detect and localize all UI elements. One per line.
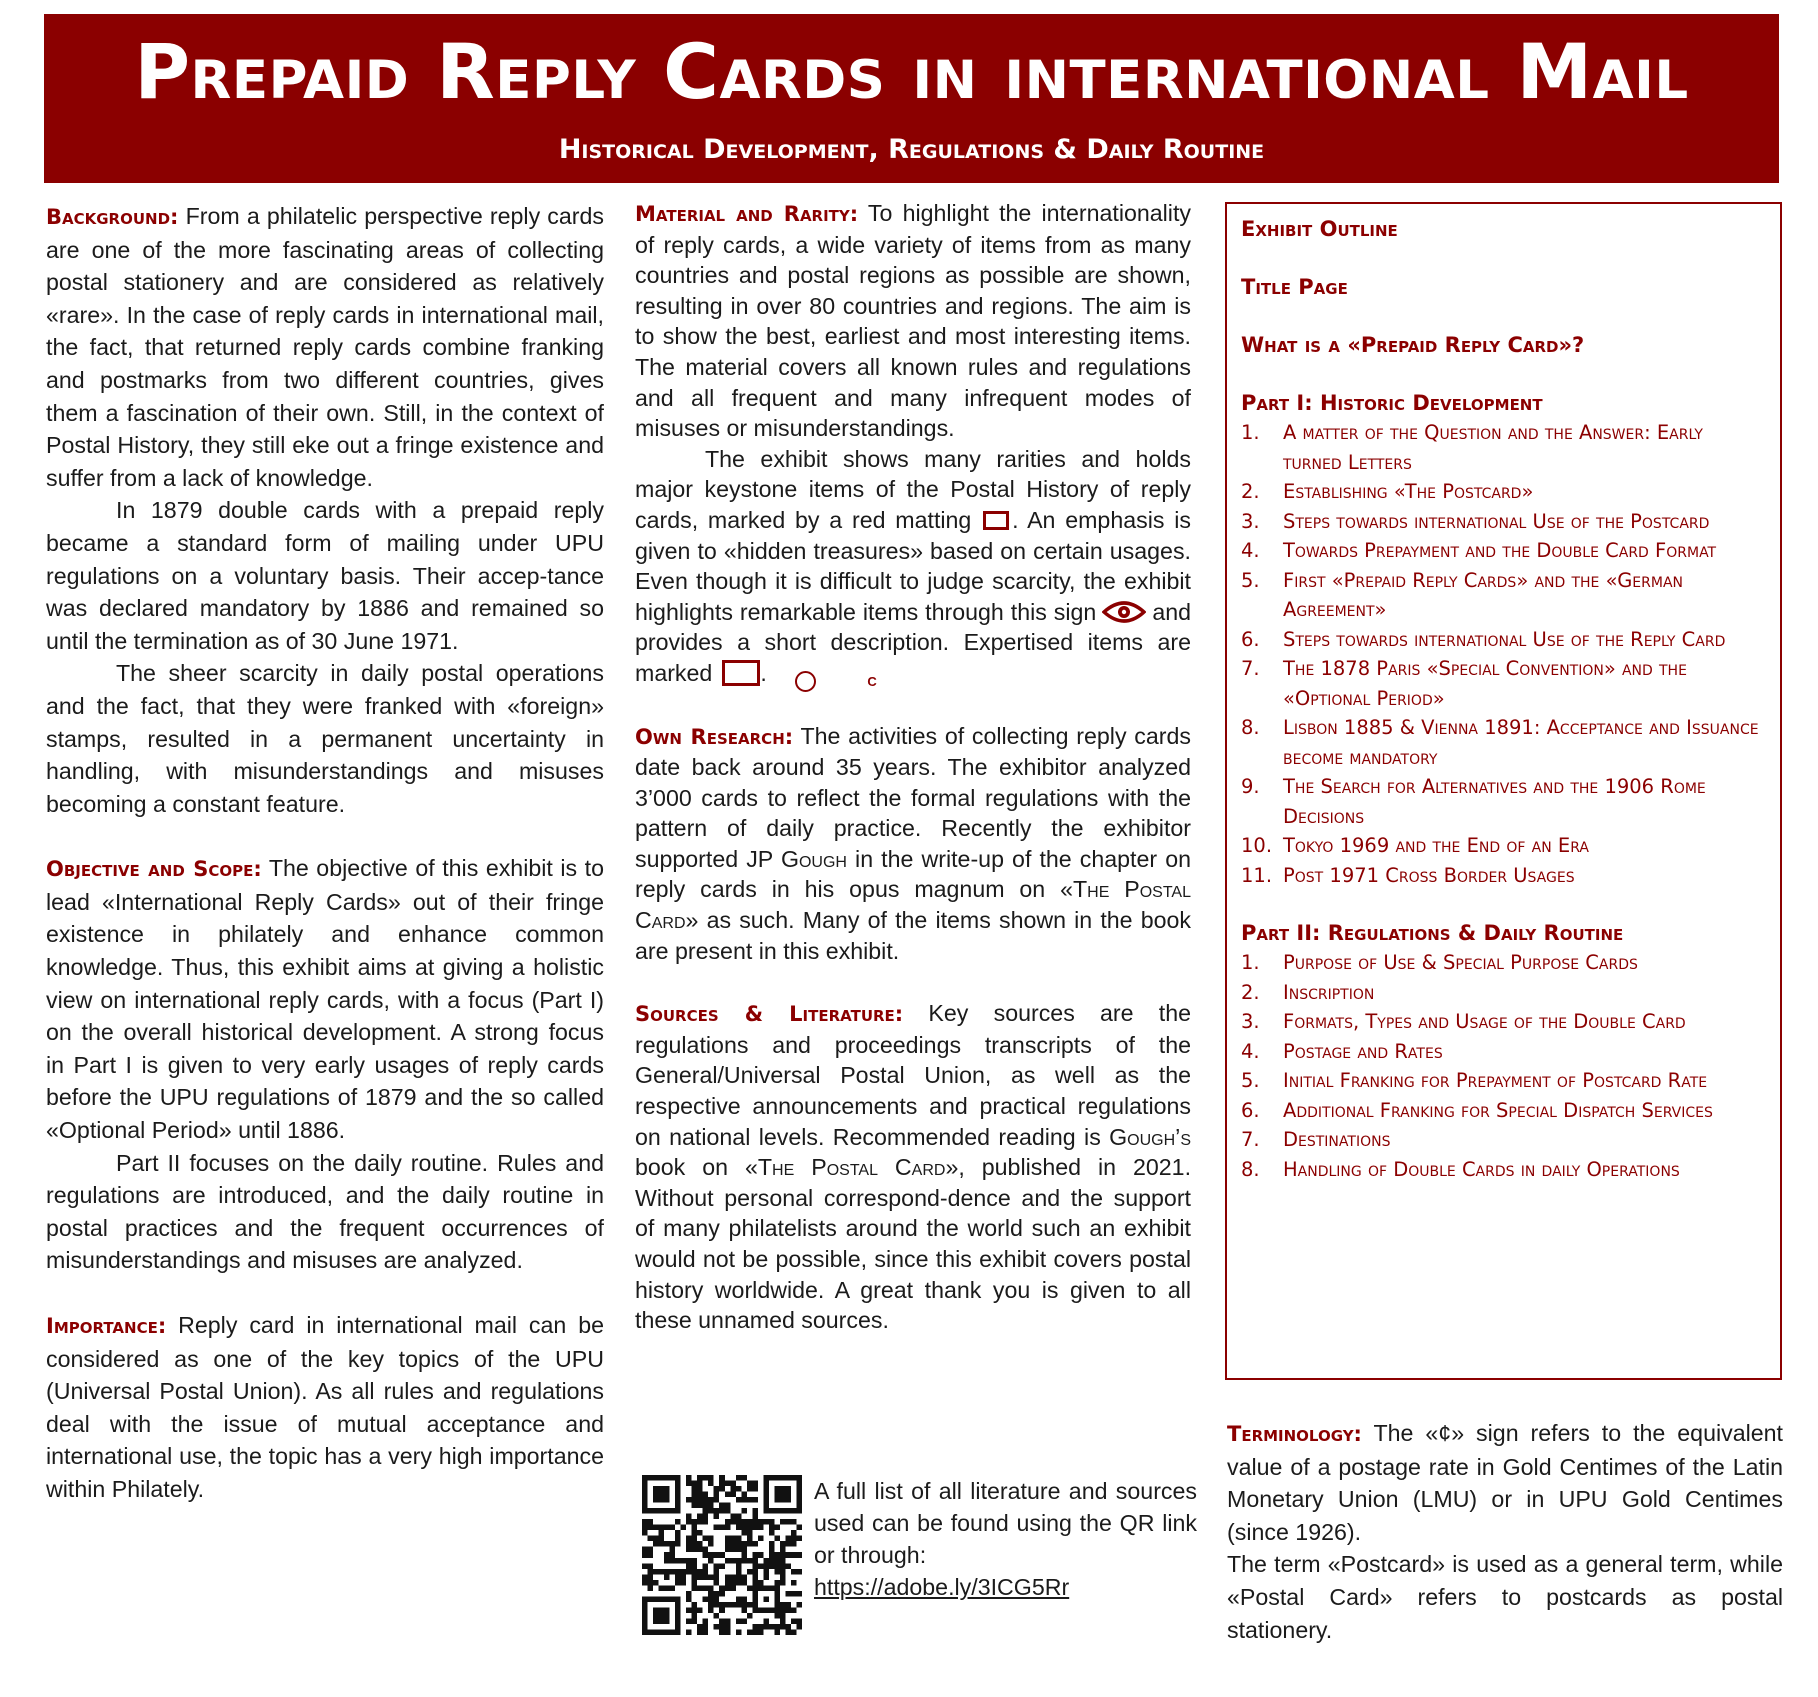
outline-item-number: 3. bbox=[1241, 1010, 1260, 1033]
exhibit-outline-box bbox=[1225, 202, 1782, 1380]
sources-text-c: », published in 2021. Without personal correspond-dence and the support of many philatelists around the world such an exhibit would not be possible, since this exhibit covers postal history worldwide. A great thank you is given to all these unnamed sources. bbox=[635, 1154, 1192, 1334]
outline-item-label: Towards Prepayment and the Double Card Format bbox=[1283, 539, 1717, 562]
title-banner bbox=[44, 14, 1779, 183]
outline-item bbox=[1241, 948, 1766, 978]
terminology-heading: Terminology: bbox=[1227, 1422, 1362, 1446]
outline-item-label: A matter of the Question and the Answer: Early turned Letters bbox=[1283, 421, 1703, 474]
terminology-section bbox=[1227, 1417, 1783, 1646]
page-subtitle: Historical Development, Regulations & Daily Routine bbox=[558, 134, 1265, 165]
outline-item bbox=[1241, 1125, 1766, 1155]
outline-item-label: First «Prepaid Reply Cards» and the «German Agreement» bbox=[1283, 568, 1684, 621]
outline-item-label: Lisbon 1885 & Vienna 1891: Acceptance and Issuance become mandatory bbox=[1283, 716, 1759, 769]
outline-item bbox=[1241, 1037, 1766, 1067]
research-text-c: » as such. Many of the items shown in the book are present in this exhibit. bbox=[635, 907, 1191, 964]
outline-item-label: Inscription bbox=[1283, 980, 1375, 1004]
outline-item-number: 6. bbox=[1241, 627, 1260, 651]
material-paragraph bbox=[635, 198, 1191, 444]
outline-item-number: 7. bbox=[1241, 1128, 1260, 1151]
outline-item-number: 10. bbox=[1241, 834, 1273, 857]
outline-item-label: Formats, Types and Usage of the Double Card bbox=[1283, 1010, 1686, 1033]
outline-part1-heading: Part I: Historic Development bbox=[1241, 391, 1543, 415]
sources-book: The Postal Card bbox=[757, 1154, 946, 1181]
sources-gough: Gough’s bbox=[1109, 1123, 1191, 1150]
material-text-2c: and provides a short description. Expertised items are marked bbox=[635, 598, 1191, 686]
red-matting-icon bbox=[983, 511, 1009, 530]
background-text-3: The sheer scarcity in daily postal operations and the fact, that they were franked with «foreign» stamps, resulted in a permanent uncertainty in handling, with misunderstandings and misuses becoming a constant feature. bbox=[46, 660, 604, 817]
material-text-2a: The exhibit shows many rarities and holds major keystone items of the Postal History of reply cards, marked by a red matting bbox=[635, 445, 1191, 533]
outline-item bbox=[1241, 566, 1766, 625]
outline-item-number: 6. bbox=[1241, 1098, 1260, 1122]
outline-item-label: Post 1971 Cross Border Usages bbox=[1283, 863, 1575, 887]
qr-description bbox=[814, 1475, 1197, 1603]
outline-item-number: 8. bbox=[1241, 1157, 1260, 1181]
eye-icon bbox=[1102, 600, 1146, 624]
outline-item bbox=[1241, 978, 1766, 1008]
left-column bbox=[46, 200, 604, 1506]
background-text-2: In 1879 double cards with a prepaid reply became a standard form of mailing under UPU regulations on a voluntary basis. Their accep-tance was declared mandatory by 1886 and remained so until the termination as of 30 June 1971. bbox=[46, 497, 604, 654]
outline-item-label: Steps towards international Use of the Postcard bbox=[1283, 509, 1710, 533]
outline-item bbox=[1241, 1066, 1766, 1096]
outline-item-number: 11. bbox=[1241, 863, 1273, 887]
research-paragraph bbox=[635, 721, 1191, 967]
outline-item bbox=[1241, 536, 1766, 566]
outline-item-label: The Search for Alternatives and the 1906 Rome Decisions bbox=[1283, 775, 1706, 828]
material-text-2d: . bbox=[760, 659, 767, 686]
terminology-text-1: The «¢» sign refers to the equivalent value of a postage rate in Gold Centimes of the Latin Monetary Union (LMU) or in UPU Gold Centimes (since 1926). bbox=[1227, 1420, 1783, 1545]
sources-heading: Sources & Literature: bbox=[635, 1002, 904, 1027]
outline-item-label: The 1878 Paris «Special Convention» and the «Optional Period» bbox=[1283, 657, 1687, 710]
outline-item bbox=[1241, 1007, 1766, 1037]
outline-item-number: 2. bbox=[1241, 480, 1260, 503]
terminology-paragraph bbox=[1227, 1417, 1783, 1548]
outline-item-number: 7. bbox=[1241, 657, 1260, 680]
outline-item-number: 1. bbox=[1241, 951, 1260, 974]
outline-item bbox=[1241, 861, 1766, 891]
outline-item-number: 4. bbox=[1241, 539, 1260, 562]
background-text-1: From a philatelic perspective reply cards are one of the more fascinating areas of collecting postal stationery and are considered as relatively «rare». In the case of reply cards in international mail, the fact, that returned reply cards combine franking and postmarks from two different countries, gives them a fascination of their own. Still, in the context of Postal History, they still eke out a fringe existence and suffer from a lack of knowledge. bbox=[46, 203, 604, 491]
outline-item-number: 8. bbox=[1241, 716, 1260, 739]
outline-heading: Exhibit Outline bbox=[1241, 217, 1398, 241]
material-heading: Material and Rarity: bbox=[635, 202, 859, 226]
research-book: The Postal Card bbox=[635, 876, 1191, 934]
outline-item bbox=[1241, 654, 1766, 713]
sources-paragraph bbox=[635, 998, 1191, 1336]
outline-item bbox=[1241, 507, 1766, 537]
material-text-2b: . An emphasis is given to «hidden treasures» based on certain usages. Even though it is difficult to judge scarcity, the exhibit highlights remarkable items through this sign bbox=[635, 506, 1191, 625]
page-title: Prepaid Reply Cards in international Mail bbox=[134, 27, 1689, 116]
literature-link[interactable]: https://adobe.ly/3ICG5Rr bbox=[814, 1574, 1070, 1600]
importance-text: Reply card in international mail can be considered as one of the key topics of the UPU (Universal Postal Union). As all rules and regulations deal with the issue of mutual acceptance and international use, the topic has a very high importance within Philately. bbox=[46, 1312, 604, 1502]
outline-part1-list bbox=[1241, 418, 1766, 890]
outline-what-is: What is a «Prepaid Reply Card»? bbox=[1241, 333, 1585, 357]
objective-text-1: The objective of this exhibit is to lead «International Reply Cards» out of their fringe existence in philately and enhance common knowledge. Thus, this exhibit aims at giving a holistic view on international reply cards, with a focus (Part I) on the overall historical development. A strong focus in Part I is given to very early usages of reply cards before the UPU regulations of 1879 and the so called «Optional Period» until 1886. bbox=[46, 855, 604, 1144]
research-gough: Gough bbox=[780, 845, 847, 872]
outline-item-number: 5. bbox=[1241, 568, 1260, 592]
outline-item bbox=[1241, 713, 1766, 772]
research-text-a: The activities of collecting reply cards date back around 35 years. The exhibitor analyzed 3’000 cards to reflect the formal regulations with the pattern of daily practice. Recently the exhibitor supported JP bbox=[635, 722, 1191, 872]
outline-item-number: 4. bbox=[1241, 1039, 1260, 1063]
importance-paragraph bbox=[46, 1309, 604, 1506]
objective-paragraph bbox=[46, 852, 604, 1146]
outline-item bbox=[1241, 1096, 1766, 1126]
outline-item bbox=[1241, 772, 1766, 831]
outline-title-page: Title Page bbox=[1241, 275, 1348, 299]
outline-item-label: Establishing «The Postcard» bbox=[1283, 480, 1534, 503]
outline-item-label: Purpose of Use & Special Purpose Cards bbox=[1283, 951, 1638, 974]
background-heading: Background: bbox=[46, 205, 179, 229]
sources-text-a: Key sources are the regulations and proceedings transcripts of the General/Universal Postal Union, as well as the respective announcements and practical regulations on national levels. Recommended reading is bbox=[635, 1000, 1191, 1150]
background-paragraph bbox=[46, 200, 604, 494]
middle-column bbox=[635, 198, 1191, 1336]
research-heading: Own Research: bbox=[635, 724, 794, 749]
outline-item-number: 5. bbox=[1241, 1069, 1260, 1092]
terminology-text-2: The term «Postcard» is used as a general term, while «Postal Card» refers to postcards as postal stationery. bbox=[1227, 1551, 1783, 1643]
outline-item bbox=[1241, 1155, 1766, 1185]
outline-item bbox=[1241, 418, 1766, 477]
outline-item-label: Tokyo 1969 and the End of an Era bbox=[1283, 834, 1589, 857]
material-paragraph-2 bbox=[635, 444, 1191, 689]
outline-item bbox=[1241, 477, 1766, 507]
outline-item bbox=[1241, 831, 1766, 861]
material-text-1: To highlight the internationality of reply cards, a wide variety of items from as many countries and postal regions as possible are shown, resulting in over 80 countries and regions. The aim is to show the best, earliest and most interesting items. The material covers all known rules and regulations and all frequent and many infrequent modes of misuses or misunderstandings. bbox=[635, 200, 1191, 442]
qr-text: A full list of all literature and sources used can be found using the QR link or through: bbox=[814, 1478, 1197, 1568]
outline-part2-list bbox=[1241, 948, 1766, 1184]
outline-item-number: 1. bbox=[1241, 421, 1260, 444]
objective-text-2: Part II focuses on the daily routine. Rules and regulations are introduced, and the daily routine in postal practices and the frequent occurrences of misunderstandings and misuses are analyzed. bbox=[46, 1149, 604, 1274]
outline-item-number: 9. bbox=[1241, 775, 1260, 798]
outline-item-number: 3. bbox=[1241, 509, 1260, 533]
outline-item-label: Destinations bbox=[1283, 1128, 1391, 1151]
research-text-b: in the write-up of the chapter on reply cards in his opus magnum on « bbox=[635, 845, 1191, 903]
outline-item-label: Handling of Double Cards in daily Operations bbox=[1283, 1157, 1680, 1181]
outline-item-label: Additional Franking for Special Dispatch Services bbox=[1283, 1098, 1713, 1122]
outline-item-label: Steps towards international Use of the Reply Card bbox=[1283, 627, 1726, 651]
qr-section bbox=[642, 1475, 1197, 1645]
outline-part2-heading: Part II: Regulations & Daily Routine bbox=[1241, 921, 1624, 945]
qr-code[interactable] bbox=[642, 1475, 802, 1635]
copyright-icon: C bbox=[722, 660, 760, 686]
objective-heading: Objective and Scope: bbox=[46, 857, 262, 882]
outline-item-label: Initial Franking for Prepayment of Postcard Rate bbox=[1283, 1069, 1708, 1092]
outline-item bbox=[1241, 625, 1766, 655]
outline-item-label: Postage and Rates bbox=[1283, 1039, 1443, 1063]
sources-text-b: book on « bbox=[635, 1154, 758, 1181]
importance-heading: Importance: bbox=[46, 1314, 167, 1338]
outline-item-number: 2. bbox=[1241, 980, 1260, 1004]
